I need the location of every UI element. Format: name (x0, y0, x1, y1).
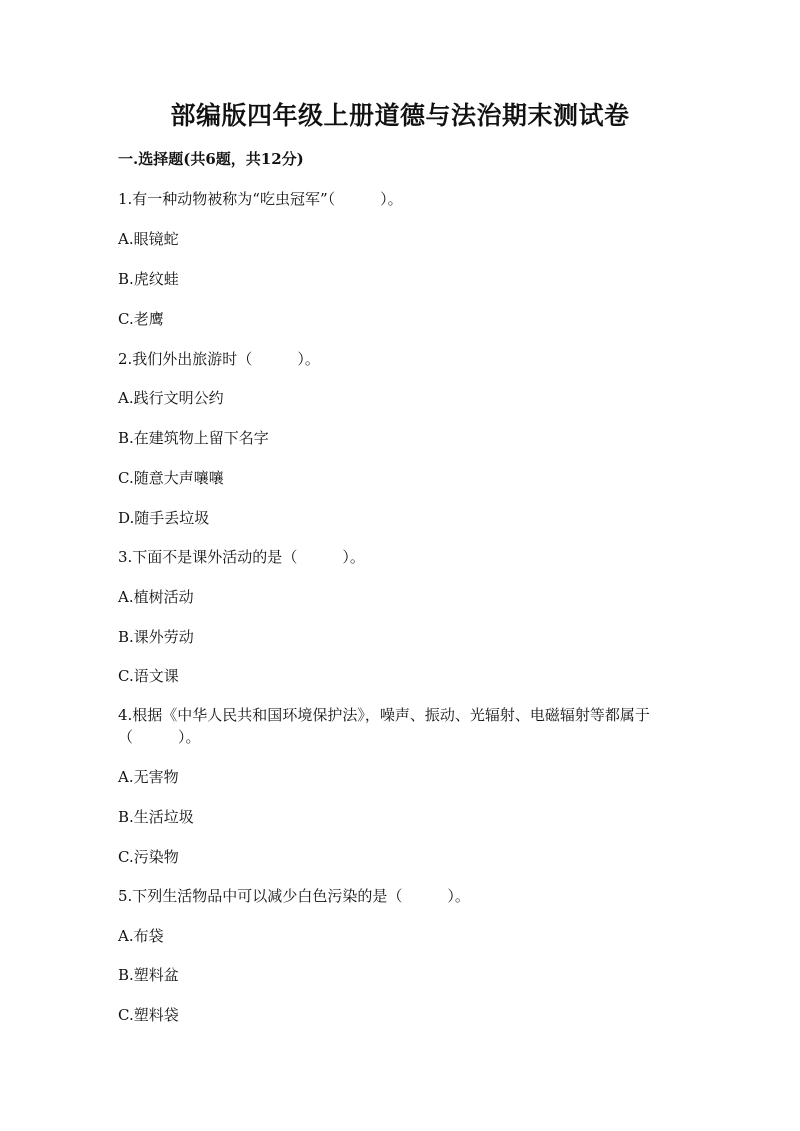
question-2-option-a: A.践行文明公约 (118, 389, 224, 407)
question-5-option-b: B.塑料盆 (118, 966, 179, 984)
page-title: 部编版四年级上册道德与法治期末测试卷 (170, 101, 630, 130)
question-3-stem: 3.下面不是课外活动的是（ ）。 (118, 548, 365, 566)
question-4-option-b: B.生活垃圾 (118, 808, 194, 826)
question-3-option-a: A.植树活动 (118, 588, 194, 606)
question-4-stem: 4.根据《中华人民共和国环境保护法》，噪声、振动、光辐射、电磁辐射等都属于（ ）。 (118, 706, 650, 746)
question-1-option-a: A.眼镜蛇 (118, 230, 179, 248)
question-4-option-a: A.无害物 (118, 768, 179, 786)
question-4-option-c: C.污染物 (118, 848, 179, 866)
question-5-option-c: C.塑料袋 (118, 1006, 179, 1024)
question-2-option-b: B.在建筑物上留下名字 (118, 429, 269, 447)
question-1-option-c: C.老鹰 (118, 310, 164, 328)
question-1-option-b: B.虎纹蛙 (118, 270, 179, 288)
question-2-stem: 2.我们外出旅游时（ ）。 (118, 350, 320, 368)
question-2-option-c: C.随意大声嚷嚷 (118, 469, 224, 487)
question-5-option-a: A.布袋 (118, 927, 164, 945)
question-3-option-c: C.语文课 (118, 667, 179, 685)
section-heading: 一.选择题(共6题，共12分) (118, 150, 304, 168)
question-5-stem: 5.下列生活物品中可以减少白色污染的是（ ）。 (118, 887, 470, 905)
question-3-option-b: B.课外劳动 (118, 628, 194, 646)
question-2-option-d: D.随手丢垃圾 (118, 509, 210, 527)
question-1-stem: 1.有一种动物被称为“吃虫冠军”（ ）。 (118, 190, 403, 208)
